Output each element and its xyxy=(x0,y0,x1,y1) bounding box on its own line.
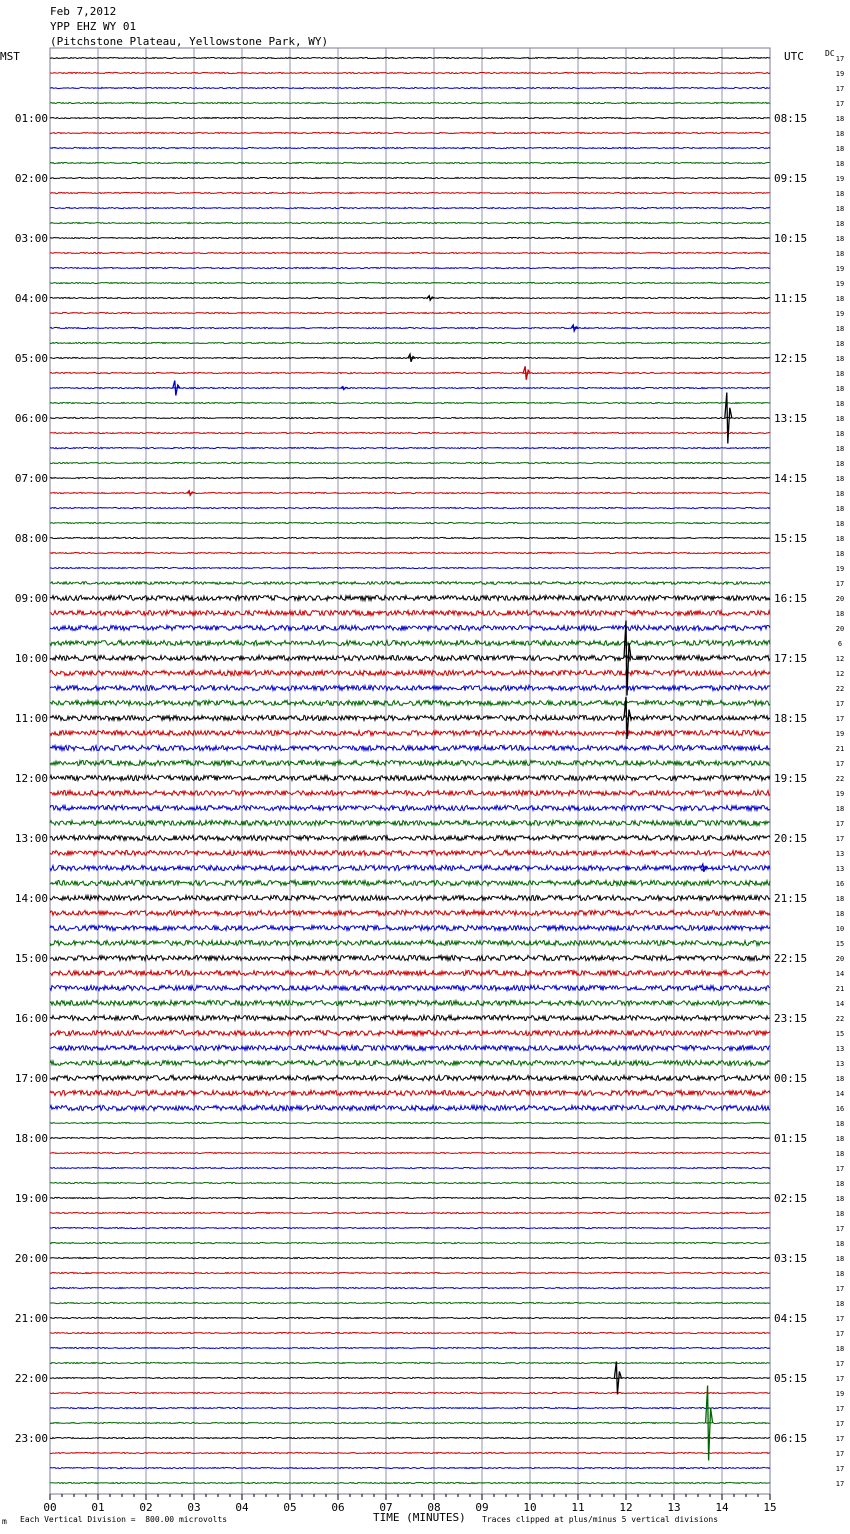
dc-offset-label: 18 xyxy=(835,610,845,618)
dc-offset-label: 18 xyxy=(835,400,845,408)
trace-line xyxy=(50,1452,770,1453)
trace-line xyxy=(50,730,770,735)
trace-line xyxy=(50,625,770,630)
dc-offset-label: 10 xyxy=(835,925,845,933)
x-tick-label: 10 xyxy=(523,1501,537,1514)
mst-hour-label: 12:00 xyxy=(14,772,48,785)
trace-line xyxy=(50,297,770,298)
trace-line xyxy=(50,417,770,418)
trace-line xyxy=(50,1287,770,1288)
x-tick-label: 01 xyxy=(91,1501,105,1514)
trace-line xyxy=(50,640,770,645)
dc-offset-label: 13 xyxy=(835,850,845,858)
utc-hour-label: 23:15 xyxy=(774,1012,808,1025)
dc-offset-label: 18 xyxy=(835,385,845,393)
dc-offset-label: 19 xyxy=(835,175,845,183)
utc-hour-label: 21:15 xyxy=(774,892,808,905)
trace-line xyxy=(50,1227,770,1228)
dc-offset-label: 18 xyxy=(835,475,845,483)
dc-offset-label: 18 xyxy=(835,1135,845,1143)
x-tick-label: 15 xyxy=(763,1501,777,1514)
trace-line xyxy=(50,940,770,945)
trace-line xyxy=(50,1152,770,1153)
x-tick-label: 14 xyxy=(715,1501,729,1514)
plot-frame xyxy=(50,48,770,1494)
trace-line xyxy=(50,880,770,885)
dc-offset-label: 17 xyxy=(835,1405,845,1413)
dc-offset-label: 18 xyxy=(835,505,845,513)
x-tick-label: 03 xyxy=(187,1501,201,1514)
dc-offset-label: 18 xyxy=(835,355,845,363)
trace-line xyxy=(50,372,770,373)
dc-offset-label: 14 xyxy=(835,970,845,978)
trace-line xyxy=(50,222,770,223)
dc-offset-label: 17 xyxy=(835,715,845,723)
trace-line xyxy=(50,1212,770,1213)
trace-line xyxy=(50,432,770,433)
trace-line xyxy=(50,1377,770,1378)
trace-line xyxy=(50,1000,770,1005)
mst-hour-label: 10:00 xyxy=(14,652,48,665)
dc-offset-label: 22 xyxy=(835,685,845,693)
dc-offset-label: 17 xyxy=(835,1375,845,1383)
trace-line xyxy=(50,567,770,568)
trace-line xyxy=(50,237,770,238)
x-tick-label: 11 xyxy=(571,1501,585,1514)
trace-line xyxy=(50,192,770,193)
trace-line xyxy=(50,522,770,523)
dc-offset-label: 15 xyxy=(835,940,845,948)
trace-line xyxy=(50,1467,770,1468)
trace-line xyxy=(50,342,770,343)
dc-offset-label: 18 xyxy=(835,295,845,303)
mst-hour-label: 22:00 xyxy=(14,1372,48,1385)
dc-offset-label: 18 xyxy=(835,1195,845,1203)
mst-hour-label: 16:00 xyxy=(14,1012,48,1025)
trace-line xyxy=(50,312,770,313)
utc-hour-label: 12:15 xyxy=(774,352,808,365)
trace-line xyxy=(50,177,770,178)
trace-line xyxy=(50,655,770,660)
dc-offset-label: 17 xyxy=(835,580,845,588)
mst-hour-label: 02:00 xyxy=(14,172,48,185)
mst-hour-label: 17:00 xyxy=(14,1072,48,1085)
trace-line xyxy=(50,492,770,493)
utc-hour-label: 20:15 xyxy=(774,832,808,845)
trace-line xyxy=(50,117,770,118)
dc-offset-label: 19 xyxy=(835,730,845,738)
trace-line xyxy=(50,1197,770,1198)
dc-offset-label: 14 xyxy=(835,1090,845,1098)
utc-hour-label: 06:15 xyxy=(774,1432,808,1445)
trace-line xyxy=(50,1332,770,1333)
trace-line xyxy=(50,1407,770,1408)
utc-hour-label: 04:15 xyxy=(774,1312,808,1325)
dc-offset-label: 18 xyxy=(835,1240,845,1248)
trace-line xyxy=(50,865,770,870)
trace-line xyxy=(50,895,770,900)
dc-offset-label: 19 xyxy=(835,70,845,78)
dc-offset-label: 19 xyxy=(835,790,845,798)
x-tick-label: 04 xyxy=(235,1501,249,1514)
dc-offset-label: 6 xyxy=(837,640,843,648)
dc-offset-label: 21 xyxy=(835,985,845,993)
dc-offset-label: 18 xyxy=(835,370,845,378)
mst-hour-label: 13:00 xyxy=(14,832,48,845)
trace-line xyxy=(50,970,770,975)
dc-offset-label: 18 xyxy=(835,130,845,138)
trace-line xyxy=(50,715,770,720)
trace-line xyxy=(50,282,770,283)
mst-hour-label: 07:00 xyxy=(14,472,48,485)
dc-offset-label: 18 xyxy=(835,535,845,543)
dc-offset-label: 17 xyxy=(835,1330,845,1338)
trace-line xyxy=(50,685,770,690)
dc-offset-label: 18 xyxy=(835,250,845,258)
trace-line xyxy=(50,1167,770,1168)
dc-offset-label: 17 xyxy=(835,1285,845,1293)
header-date: Feb 7,2012 xyxy=(50,5,117,18)
trace-line xyxy=(50,102,770,103)
dc-offset-label: 18 xyxy=(835,190,845,198)
trace-line xyxy=(50,775,770,780)
dc-offset-label: 18 xyxy=(835,325,845,333)
x-tick-label: 05 xyxy=(283,1501,297,1514)
trace-line xyxy=(50,910,770,915)
mst-hour-label: 08:00 xyxy=(14,532,48,545)
trace-line xyxy=(50,850,770,855)
trace-line xyxy=(50,447,770,448)
x-tick-label: 08 xyxy=(427,1501,441,1514)
trace-line xyxy=(50,537,770,538)
dc-offset-label: 18 xyxy=(835,115,845,123)
dc-column-label: DC xyxy=(825,49,835,58)
dc-offset-label: 16 xyxy=(835,880,845,888)
trace-line xyxy=(50,57,770,58)
dc-offset-label: 17 xyxy=(835,1315,845,1323)
utc-hour-label: 22:15 xyxy=(774,952,808,965)
utc-hour-label: 15:15 xyxy=(774,532,808,545)
mst-hour-label: 14:00 xyxy=(14,892,48,905)
header-location: (Pitchstone Plateau, Yellowstone Park, WY) xyxy=(50,35,329,48)
dc-offset-label: 17 xyxy=(835,1165,845,1173)
dc-offset-label: 18 xyxy=(835,430,845,438)
trace-line xyxy=(50,1317,770,1318)
trace-line xyxy=(50,387,770,388)
utc-hour-label: 19:15 xyxy=(774,772,808,785)
trace-line xyxy=(50,207,770,208)
dc-offset-label: 20 xyxy=(835,625,845,633)
x-tick-label: 07 xyxy=(379,1501,393,1514)
dc-offset-label: 18 xyxy=(835,1075,845,1083)
dc-offset-label: 17 xyxy=(835,55,845,63)
x-tick-label: 00 xyxy=(43,1501,57,1514)
trace-line xyxy=(50,582,770,585)
trace-line xyxy=(50,985,770,990)
dc-offset-label: 17 xyxy=(835,85,845,93)
x-tick-label: 02 xyxy=(139,1501,153,1514)
dc-offset-label: 17 xyxy=(835,760,845,768)
dc-offset-label: 18 xyxy=(835,1300,845,1308)
dc-offset-label: 18 xyxy=(835,895,845,903)
header-station: YPP EHZ WY 01 xyxy=(50,20,137,33)
trace-line xyxy=(50,1302,770,1303)
utc-hour-label: 18:15 xyxy=(774,712,808,725)
trace-line xyxy=(50,670,770,675)
mst-hour-label: 04:00 xyxy=(14,292,48,305)
trace-line xyxy=(50,252,770,253)
dc-offset-label: 17 xyxy=(835,1480,845,1488)
dc-offset-label: 19 xyxy=(835,565,845,573)
dc-offset-label: 19 xyxy=(835,1390,845,1398)
x-tick-label: 12 xyxy=(619,1501,633,1514)
trace-line xyxy=(50,790,770,795)
dc-offset-label: 18 xyxy=(835,340,845,348)
mst-hour-label: 05:00 xyxy=(14,352,48,365)
trace-line xyxy=(50,132,770,133)
trace-line xyxy=(50,1015,770,1020)
trace-line xyxy=(50,1137,770,1138)
dc-offset-label: 17 xyxy=(835,1225,845,1233)
utc-hour-label: 09:15 xyxy=(774,172,808,185)
utc-hour-label: 13:15 xyxy=(774,412,808,425)
dc-offset-label: 22 xyxy=(835,1015,845,1023)
trace-line xyxy=(50,1075,770,1080)
dc-offset-label: 17 xyxy=(835,1450,845,1458)
trace-line xyxy=(50,87,770,88)
dc-offset-label: 18 xyxy=(835,910,845,918)
mst-hour-label: 21:00 xyxy=(14,1312,48,1325)
utc-hour-label: 00:15 xyxy=(774,1072,808,1085)
dc-offset-label: 20 xyxy=(835,595,845,603)
trace-line xyxy=(50,1272,770,1273)
dc-offset-label: 16 xyxy=(835,1105,845,1113)
dc-offset-label: 17 xyxy=(835,1420,845,1428)
trace-line xyxy=(50,1257,770,1258)
trace-line xyxy=(50,1030,770,1035)
dc-offset-label: 17 xyxy=(835,1360,845,1368)
trace-line xyxy=(50,162,770,163)
trace-line xyxy=(50,925,770,930)
scale-note: Each Vertical Division = 800.00 microvolts xyxy=(20,1515,228,1524)
trace-line xyxy=(50,955,770,960)
trace-line xyxy=(50,745,770,750)
utc-hour-label: 14:15 xyxy=(774,472,808,485)
trace-line xyxy=(50,1060,770,1065)
dc-offset-label: 18 xyxy=(835,1210,845,1218)
utc-hour-label: 01:15 xyxy=(774,1132,808,1145)
trace-line xyxy=(50,1242,770,1243)
mst-hour-label: 19:00 xyxy=(14,1192,48,1205)
dc-offset-label: 18 xyxy=(835,1120,845,1128)
trace-line xyxy=(50,1347,770,1348)
dc-offset-label: 18 xyxy=(835,1345,845,1353)
dc-offset-label: 18 xyxy=(835,1270,845,1278)
dc-offset-label: 17 xyxy=(835,835,845,843)
mst-hour-label: 09:00 xyxy=(14,592,48,605)
dc-offset-label: 18 xyxy=(835,1255,845,1263)
mst-hour-label: 23:00 xyxy=(14,1432,48,1445)
dc-offset-label: 20 xyxy=(835,955,845,963)
dc-offset-label: 18 xyxy=(835,145,845,153)
trace-line xyxy=(50,1045,770,1050)
trace-line xyxy=(50,477,770,478)
dc-offset-label: 18 xyxy=(835,520,845,528)
dc-offset-label: 18 xyxy=(835,550,845,558)
dc-offset-label: 22 xyxy=(835,775,845,783)
trace-line xyxy=(50,1362,770,1363)
mst-hour-label: 15:00 xyxy=(14,952,48,965)
utc-hour-label: 08:15 xyxy=(774,112,808,125)
utc-hour-label: 02:15 xyxy=(774,1192,808,1205)
dc-offset-label: 18 xyxy=(835,490,845,498)
utc-hour-label: 17:15 xyxy=(774,652,808,665)
dc-offset-label: 19 xyxy=(835,265,845,273)
trace-line xyxy=(50,820,770,825)
dc-offset-label: 14 xyxy=(835,1000,845,1008)
dc-offset-label: 18 xyxy=(835,220,845,228)
dc-offset-label: 18 xyxy=(835,1180,845,1188)
trace-line xyxy=(50,805,770,810)
dc-offset-label: 19 xyxy=(835,310,845,318)
trace-line xyxy=(50,835,770,840)
trace-line xyxy=(50,1482,770,1483)
utc-hour-label: 03:15 xyxy=(774,1252,808,1265)
dc-offset-label: 17 xyxy=(835,820,845,828)
x-tick-label: 06 xyxy=(331,1501,345,1514)
trace-line xyxy=(50,760,770,765)
trace-line xyxy=(50,1105,770,1110)
dc-offset-label: 13 xyxy=(835,1060,845,1068)
trace-line xyxy=(50,700,770,705)
dc-offset-label: 18 xyxy=(835,445,845,453)
x-tick-label: 09 xyxy=(475,1501,489,1514)
trace-line xyxy=(50,267,770,268)
mst-hour-label: 01:00 xyxy=(14,112,48,125)
clip-note: Traces clipped at plus/minus 5 vertical divisions xyxy=(482,1515,719,1524)
utc-axis-label: UTC xyxy=(784,50,804,63)
dc-offset-label: 18 xyxy=(835,160,845,168)
dc-offset-label: 21 xyxy=(835,745,845,753)
trace-line xyxy=(50,462,770,463)
dc-offset-label: 17 xyxy=(835,100,845,108)
dc-offset-label: 17 xyxy=(835,1465,845,1473)
dc-offset-label: 18 xyxy=(835,805,845,813)
dc-offset-label: 12 xyxy=(835,670,845,678)
trace-line xyxy=(50,507,770,508)
trace-line xyxy=(50,610,770,615)
utc-hour-label: 10:15 xyxy=(774,232,808,245)
dc-offset-label: 17 xyxy=(835,700,845,708)
dc-offset-label: 13 xyxy=(835,865,845,873)
utc-hour-label: 16:15 xyxy=(774,592,808,605)
utc-hour-label: 11:15 xyxy=(774,292,808,305)
dc-offset-label: 18 xyxy=(835,415,845,423)
mst-hour-label: 11:00 xyxy=(14,712,48,725)
trace-line xyxy=(50,72,770,73)
dc-offset-label: 15 xyxy=(835,1030,845,1038)
dc-offset-label: 19 xyxy=(835,280,845,288)
trace-line xyxy=(50,1392,770,1393)
trace-line xyxy=(50,595,770,600)
dc-offset-label: 17 xyxy=(835,1435,845,1443)
dc-offset-label: 18 xyxy=(835,205,845,213)
trace-line xyxy=(50,552,770,553)
trace-line xyxy=(50,1422,770,1423)
mst-hour-label: 06:00 xyxy=(14,412,48,425)
mst-axis-label: MST xyxy=(0,50,20,63)
mst-hour-label: 18:00 xyxy=(14,1132,48,1145)
trace-line xyxy=(50,402,770,403)
trace-line xyxy=(50,1437,770,1438)
dc-offset-label: 18 xyxy=(835,235,845,243)
trace-line xyxy=(50,147,770,148)
corner-mark: m xyxy=(2,1517,7,1526)
mst-hour-label: 20:00 xyxy=(14,1252,48,1265)
mst-hour-label: 03:00 xyxy=(14,232,48,245)
dc-offset-label: 13 xyxy=(835,1045,845,1053)
trace-line xyxy=(50,327,770,328)
trace-line xyxy=(50,1090,770,1095)
trace-line xyxy=(50,1122,770,1123)
utc-hour-label: 05:15 xyxy=(774,1372,808,1385)
dc-offset-label: 18 xyxy=(835,1150,845,1158)
x-tick-label: 13 xyxy=(667,1501,681,1514)
dc-offset-label: 18 xyxy=(835,460,845,468)
trace-line xyxy=(50,1182,770,1183)
x-axis-title: TIME (MINUTES) xyxy=(373,1511,466,1524)
dc-offset-label: 12 xyxy=(835,655,845,663)
